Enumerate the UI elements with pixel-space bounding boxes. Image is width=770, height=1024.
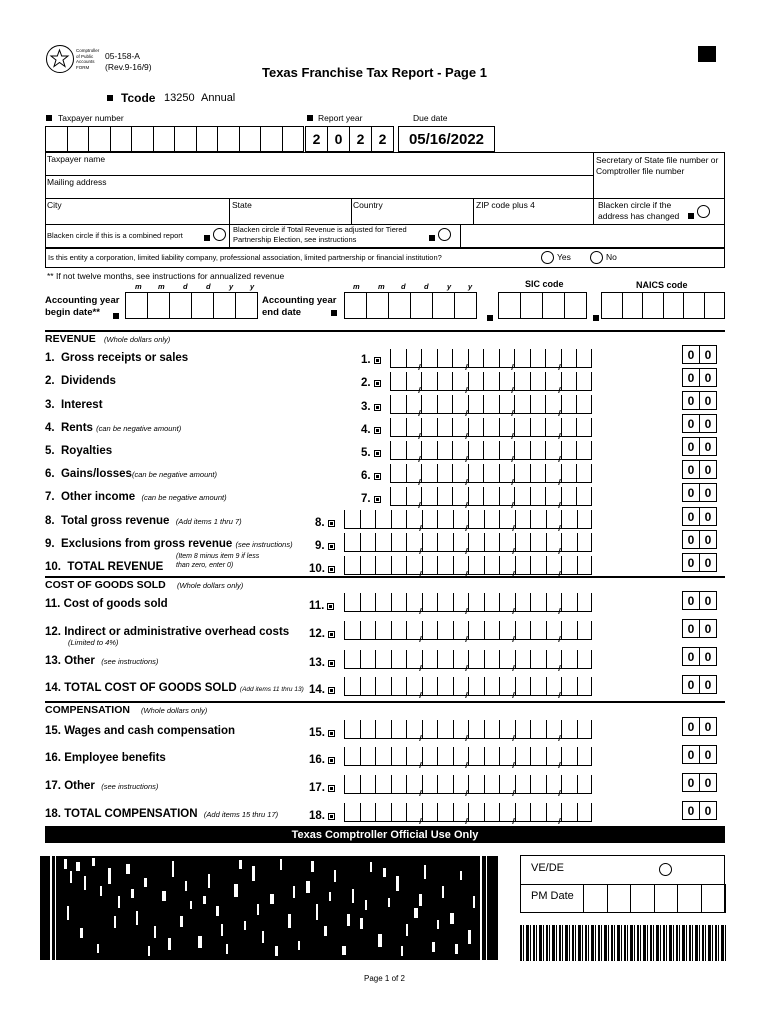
corner-registration-mark [698, 46, 716, 62]
divider [45, 198, 725, 199]
ref-18: 18. [309, 810, 335, 822]
divider [351, 198, 352, 224]
report-year-digit: 0 [328, 127, 350, 151]
report-year-digit: 2 [350, 127, 372, 151]
ref-3: 3. [361, 401, 381, 413]
amount-field-line-18[interactable] [344, 803, 592, 822]
report-year-digit: 2 [306, 127, 328, 151]
entity-yes-circle[interactable] [541, 251, 554, 264]
ref-2: 2. [361, 377, 381, 389]
cents-line-17: 0 0 [682, 773, 717, 792]
ref-15: 15. [309, 727, 335, 739]
cogs-line-12-note: (Limited to 4%) [68, 638, 119, 647]
report-year-marker [307, 115, 313, 121]
revenue-line-10: 10. TOTAL REVENUE [45, 561, 164, 573]
cents-line-6: 0 0 [682, 460, 717, 479]
amount-field-line-5[interactable] [390, 441, 592, 460]
cents-line-14: 0 0 [682, 675, 717, 694]
combined-report-marker [204, 235, 210, 241]
ref-14: 14. [309, 684, 335, 696]
compensation-heading-note: (Whole dollars only) [141, 706, 208, 715]
tcode-marker [107, 95, 113, 101]
taxpayer-name-label: Taxpayer name [47, 154, 106, 164]
cents-line-3: 0 0 [682, 391, 717, 410]
amount-field-line-13[interactable] [344, 650, 592, 669]
pm-date-field [583, 884, 726, 913]
cents-line-8: 0 0 [682, 507, 717, 526]
form-revision: (Rev.9-16/9) [105, 62, 152, 72]
section-rule [45, 701, 725, 703]
amount-field-line-12[interactable] [344, 621, 592, 640]
date-letter: d [206, 282, 211, 291]
entity-yes-label: Yes [557, 252, 571, 262]
ref-17: 17. [309, 782, 335, 794]
amount-field-line-9[interactable] [344, 533, 592, 552]
divider [593, 198, 594, 224]
country-label: Country [353, 200, 383, 210]
ref-5: 5. [361, 447, 381, 459]
date-letter: y [229, 282, 234, 291]
amount-field-line-3[interactable] [390, 395, 592, 414]
date-letter: m [378, 282, 385, 291]
sic-code-field[interactable] [498, 292, 587, 319]
cents-line-18: 0 0 [682, 801, 717, 820]
date-letter: m [353, 282, 360, 291]
entity-no-circle[interactable] [590, 251, 603, 264]
city-label: City [47, 200, 62, 210]
comp-line-16: 16. Employee benefits [45, 752, 166, 764]
accounting-begin-label: Accounting year begin date** [45, 295, 120, 318]
official-use-banner: Texas Comptroller Official Use Only [45, 826, 725, 843]
taxpayer-name-input[interactable] [120, 163, 590, 175]
compensation-heading: COMPENSATION [45, 704, 130, 716]
tiered-partnership-label: Blacken circle if Total Revenue is adjusted for Tiered Partnership Election, see instructions [233, 225, 407, 244]
revenue-line-5: 5. Royalties [45, 445, 113, 457]
ref-8: 8. [315, 517, 335, 529]
revenue-heading-note: (Whole dollars only) [104, 335, 171, 344]
report-year-digit: 2 [372, 127, 394, 151]
amount-field-line-16[interactable] [344, 747, 592, 766]
amount-field-line-6[interactable] [390, 464, 592, 483]
tcode-label: Tcode [121, 91, 156, 105]
ref-4: 4. [361, 424, 381, 436]
naics-code-label: NAICS code [636, 280, 688, 290]
zip-label: ZIP code plus 4 [476, 200, 535, 210]
comp-line-15: 15. Wages and cash compensation [45, 725, 236, 737]
sos-file-number-label: Secretary of State file number or Comptroller file number [596, 155, 719, 176]
tiered-partnership-circle[interactable] [438, 228, 451, 241]
ref-11: 11. [309, 600, 334, 612]
amount-field-line-1[interactable] [390, 349, 592, 368]
combined-report-circle[interactable] [213, 228, 226, 241]
ref-6: 6. [361, 470, 381, 482]
amount-field-line-2[interactable] [390, 372, 592, 391]
ref-1: 1. [361, 354, 381, 366]
cents-line-1: 0 0 [682, 345, 717, 364]
report-year-label: Report year [318, 113, 363, 123]
ref-9: 9. [315, 540, 335, 552]
naics-code-field[interactable] [601, 292, 725, 319]
amount-field-line-8[interactable] [344, 510, 592, 529]
cents-line-11: 0 0 [682, 591, 717, 610]
date-letter: d [183, 282, 188, 291]
vede-circle[interactable] [659, 863, 672, 876]
revenue-line-10-note: (Item 8 minus item 9 if less than zero, enter 0) [176, 553, 260, 569]
mailing-address-input[interactable] [120, 186, 590, 197]
section-rule [45, 576, 725, 578]
cogs-line-11: 11. Cost of goods sold [45, 598, 168, 610]
taxpayer-number-field[interactable] [45, 126, 304, 152]
cents-line-12: 0 0 [682, 619, 717, 638]
mailing-address-label: Mailing address [47, 177, 107, 187]
cents-line-5: 0 0 [682, 437, 717, 456]
accounting-begin-date-field[interactable] [125, 292, 258, 319]
divider [460, 224, 461, 248]
cents-line-15: 0 0 [682, 717, 717, 736]
address-changed-circle[interactable] [697, 205, 710, 218]
linear-barcode [520, 925, 726, 961]
end-date-marker [331, 310, 337, 316]
revenue-line-4: 4. Rents (can be negative amount) [45, 422, 182, 434]
entity-no-label: No [606, 252, 617, 262]
cents-line-10: 0 0 [682, 553, 717, 572]
pm-date-label: PM Date [531, 890, 574, 902]
cents-line-4: 0 0 [682, 414, 717, 433]
cents-line-16: 0 0 [682, 745, 717, 764]
state-label: State [232, 200, 252, 210]
accounting-end-date-field[interactable] [344, 292, 477, 319]
pdf417-barcode [40, 856, 498, 960]
revenue-line-2: 2. Dividends [45, 375, 116, 387]
form-number: 05-158-A [105, 51, 140, 61]
address-changed-marker [688, 213, 694, 219]
comp-line-17: 17. Other (see instructions) [45, 780, 159, 792]
cents-line-7: 0 0 [682, 483, 717, 502]
ref-10: 10. [309, 563, 335, 575]
date-letter: d [424, 282, 429, 291]
divider [45, 175, 593, 176]
ref-16: 16. [309, 754, 335, 766]
cogs-heading-note: (Whole dollars only) [177, 581, 244, 590]
taxpayer-number-label: Taxpayer number [58, 113, 124, 123]
revenue-line-8: 8. Total gross revenue (Add items 1 thru 7) [45, 515, 242, 527]
begin-date-marker [113, 313, 119, 319]
tiered-partnership-marker [429, 235, 435, 241]
revenue-line-3: 3. Interest [45, 399, 103, 411]
combined-report-label: Blacken circle if this is a combined report [47, 231, 183, 240]
cogs-line-12: 12. Indirect or administrative overhead costs [45, 626, 290, 638]
accounting-end-label: Accounting year end date [262, 295, 337, 318]
revenue-line-9: 9. Exclusions from gross revenue (see instructions) [45, 538, 293, 550]
ref-12: 12. [309, 628, 335, 640]
entity-question: Is this entity a corporation, limited liability company, professional association, limited partnership or financial institution? [48, 253, 442, 262]
page-title: Texas Franchise Tax Report - Page 1 [262, 65, 487, 80]
cogs-line-13: 13. Other (see instructions) [45, 655, 159, 667]
amount-field-line-7[interactable] [390, 487, 592, 506]
date-letter: m [135, 282, 142, 291]
amount-field-line-14[interactable] [344, 677, 592, 696]
tcode-value: 13250 [164, 92, 195, 104]
seal-text: Comptroller of Public Accounts FORM [76, 48, 100, 70]
report-year-field [305, 126, 394, 152]
sic-marker [487, 315, 493, 321]
revenue-line-1: 1. Gross receipts or sales [45, 352, 189, 364]
due-date-label: Due date [413, 113, 448, 123]
divider [473, 198, 474, 224]
ref-13: 13. [309, 657, 335, 669]
sic-code-label: SIC code [525, 279, 564, 289]
cogs-line-14: 14. TOTAL COST OF GOODS SOLD (Add items 11 thru 13) [45, 682, 304, 694]
address-changed-label: Blacken circle if the address has changed [598, 200, 680, 221]
date-letter: m [158, 282, 165, 291]
amount-field-line-11[interactable] [344, 593, 592, 612]
amount-field-line-4[interactable] [390, 418, 592, 437]
due-date-field: 05/16/2022 [398, 126, 495, 152]
revenue-heading: REVENUE [45, 333, 96, 345]
revenue-line-6: 6. Gains/losses(can be negative amount) [45, 468, 218, 480]
naics-marker [593, 315, 599, 321]
comptroller-seal [46, 45, 74, 73]
cogs-heading: COST OF GOODS SOLD [45, 579, 166, 591]
amount-field-line-15[interactable] [344, 720, 592, 739]
vede-label: VE/DE [531, 862, 565, 874]
amount-field-line-10[interactable] [344, 556, 592, 575]
taxpayer-number-marker [46, 115, 52, 121]
amount-field-line-17[interactable] [344, 775, 592, 794]
cents-line-2: 0 0 [682, 368, 717, 387]
comp-line-18: 18. TOTAL COMPENSATION (Add items 15 thru 17) [45, 808, 279, 820]
revenue-line-7: 7. Other income (can be negative amount) [45, 491, 227, 503]
cents-line-9: 0 0 [682, 530, 717, 549]
tcode-type: Annual [201, 92, 236, 104]
date-letter: d [401, 282, 406, 291]
ref-7: 7. [361, 493, 381, 505]
date-letter: y [250, 282, 255, 291]
divider [229, 198, 230, 248]
divider [593, 152, 594, 198]
section-rule [45, 330, 725, 332]
cents-line-13: 0 0 [682, 647, 717, 666]
page-number: Page 1 of 2 [364, 974, 405, 983]
date-letter: y [447, 282, 452, 291]
date-letter: y [468, 282, 473, 291]
annualized-note: ** If not twelve months, see instructions for annualized revenue [47, 271, 285, 281]
